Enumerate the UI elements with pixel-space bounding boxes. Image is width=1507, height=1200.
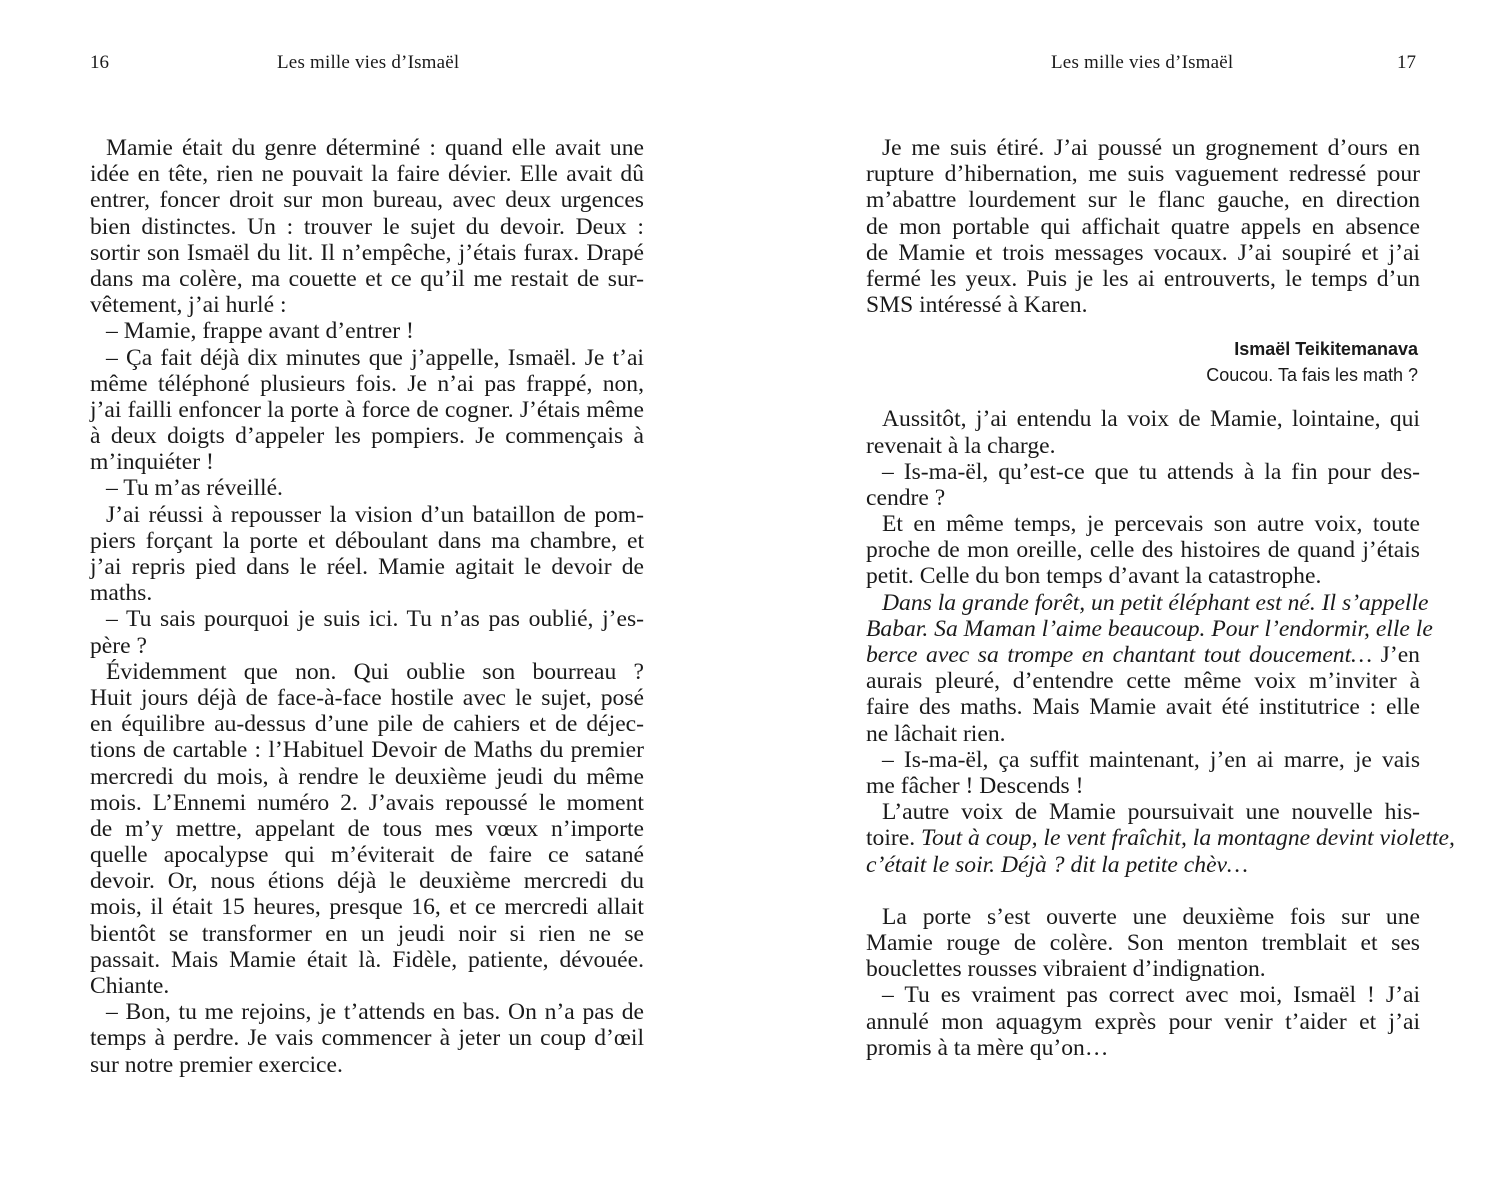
text-line: petit. Celle du bon temps d’avant la catastrophe.	[866, 563, 1322, 590]
text-line: fermé les yeux. Puis je les ai entrouverts, le temps d’un	[866, 265, 1420, 292]
dialogue-line: – Is-ma-ël, qu’est-ce que tu attends à la fin pour des-	[882, 458, 1420, 485]
text-line: j’ai failli enfoncer la porte à force de cogner. J’étais même	[90, 396, 644, 423]
text-line: à deux doigts d’appeler les pompiers. Je commençais à	[90, 423, 644, 450]
text-line: quelle apocalypse qui m’éviterait de faire ce satané	[90, 842, 644, 869]
italic-quote-fragment: berce avec sa trompe en chantant tout doucement…	[866, 642, 1373, 668]
text-line	[866, 825, 1455, 852]
text-line: rupture d’hibernation, me suis vaguement redressé pour	[866, 161, 1420, 188]
body-text	[90, 135, 644, 1078]
sms-sender: Ismaël Teikitemanava	[1234, 339, 1418, 360]
running-head: Les mille vies d’Ismaël	[1051, 52, 1234, 73]
text-line: passait. Mais Mamie était là. Fidèle, patiente, dévouée.	[90, 946, 644, 973]
text-line: promis à ta mère qu’on…	[866, 1034, 1109, 1061]
page-number: 17	[1397, 52, 1416, 73]
text-line: père ?	[90, 632, 147, 659]
dialogue-line: – Is-ma-ël, ça suffit maintenant, j’en ai marre, je vais	[882, 746, 1420, 773]
dialogue-line: – Tu sais pourquoi je suis ici. Tu n’as pas oublié, j’es-	[106, 606, 644, 633]
text-line: temps à perdre. Je vais commencer à jeter un coup d’œil	[90, 1025, 644, 1052]
text-line: j’ai repris pied dans le réel. Mamie agitait le devoir de	[90, 554, 644, 580]
dialogue-line: – Ça fait déjà dix minutes que j’appelle, Ismaël. Je t’ai	[106, 344, 644, 371]
text-line: entrer, foncer droit sur mon bureau, avec deux urgences	[90, 187, 644, 214]
text-line: Aussitôt, j’ai entendu la voix de Mamie, lointaine, qui	[882, 406, 1420, 433]
text-line	[866, 642, 1420, 668]
text-line: mercredi du mois, à rendre le deuxième jeudi du même	[90, 763, 644, 790]
body-text	[866, 135, 1455, 1061]
text-line: tions de cartable : l’Habituel Devoir de Maths du premier	[90, 737, 644, 764]
text-line: Chiante.	[90, 973, 170, 999]
text-line: Mamie rouge de colère. Son menton tremblait et ses	[866, 930, 1420, 957]
text-line: ne lâchait rien.	[866, 720, 1006, 747]
text-line: annulé mon aquagym exprès pour venir t’aider et j’ai	[866, 1008, 1420, 1035]
text-line: en équilibre au-dessus d’une pile de cahiers et de déjec-	[90, 711, 644, 738]
text-line: sur notre premier exercice.	[90, 1051, 343, 1078]
text-line: vêtement, j’ai hurlé :	[90, 292, 287, 319]
text-line: aurais pleuré, d’entendre cette même voix m’inviter à	[866, 668, 1420, 695]
text-line: mois, il était 15 heures, presque 16, et ce mercredi allait	[90, 894, 644, 921]
text-line: Évidemment que non. Qui oublie son bourreau ?	[106, 658, 644, 685]
text-line: La porte s’est ouverte une deuxième fois sur une	[882, 903, 1420, 930]
text-line: revenait à la charge.	[866, 432, 1056, 459]
sms-message	[866, 336, 1420, 388]
text-line: bouclettes rousses vibraient d’indignation.	[866, 956, 1266, 983]
dialogue-line: – Tu es vraiment pas correct avec moi, Ismaël ! J’ai	[882, 982, 1420, 1009]
italic-quote-line: Dans la grande forêt, un petit éléphant est né. Il s’appelle	[882, 589, 1429, 616]
page-number: 16	[90, 52, 109, 73]
text-line: piers forçant la porte et déboulant dans ma chambre, et	[90, 527, 644, 554]
text-line: L’autre voix de Mamie poursuivait une nouvelle his-	[882, 799, 1420, 826]
text-line: bientôt se transformer en un jeudi noir si rien ne se	[90, 920, 644, 947]
running-head: Les mille vies d’Ismaël	[277, 52, 460, 73]
text-line: m’inquiéter !	[90, 449, 214, 476]
italic-quote-fragment: Tout à coup, le vent fraîchit, la montagne devint violette,	[921, 825, 1455, 852]
text-line: Mamie était du genre déterminé : quand elle avait une	[106, 135, 644, 161]
text-line: SMS intéressé à Karen.	[866, 292, 1088, 319]
text-line: devoir. Or, nous étions déjà le deuxième mercredi du	[90, 868, 644, 895]
dialogue-line: – Tu m’as réveillé.	[106, 475, 283, 502]
text-fragment: J’en	[1372, 642, 1420, 668]
left-page	[0, 0, 753, 1200]
text-line: dans ma colère, ma couette et ce qu’il me restait de sur-	[90, 265, 644, 292]
text-line: Huit jours déjà de face-à-face hostile avec le sujet, posé	[90, 684, 644, 711]
italic-quote-line: c’était le soir. Déjà ? dit la petite chèv…	[866, 851, 1248, 878]
text-line: Je me suis étiré. J’ai poussé un grognement d’ours en	[882, 135, 1420, 161]
text-line: cendre ?	[866, 484, 946, 511]
dialogue-line: – Bon, tu me rejoins, je t’attends en bas. On n’a pas de	[106, 999, 644, 1026]
text-line: de Mamie et trois messages vocaux. J’ai soupiré et j’ai	[866, 239, 1420, 266]
text-line: J’ai réussi à repousser la vision d’un bataillon de pom-	[106, 501, 644, 528]
sms-body: Coucou. Ta fais les math ?	[1206, 365, 1418, 386]
text-line: me fâcher ! Descends !	[866, 772, 1084, 799]
text-line: de m’y mettre, appelant de tous mes vœux n’importe	[90, 815, 644, 842]
text-line: bien distinctes. Un : trouver le sujet du devoir. Deux :	[90, 213, 644, 240]
text-line: proche de mon oreille, celle des histoires de quand j’étais	[866, 537, 1420, 564]
right-page	[754, 0, 1507, 1200]
text-line: faire des maths. Mais Mamie avait été institutrice : elle	[866, 694, 1420, 721]
dialogue-line: – Mamie, frappe avant d’entrer !	[106, 318, 414, 345]
text-line: sortir son Ismaël du lit. Il n’empêche, j’étais furax. Drapé	[90, 239, 644, 266]
text-line: m’abattre lourdement sur le flanc gauche, en direction	[866, 187, 1420, 214]
text-line: même téléphoné plusieurs fois. Je n’ai pas frappé, non,	[90, 370, 644, 397]
text-line: de mon portable qui affichait quatre appels en absence	[866, 213, 1420, 240]
italic-quote-line: Babar. Sa Maman l’aime beaucoup. Pour l’endormir, elle le	[866, 615, 1433, 642]
text-fragment: toire.	[866, 825, 922, 852]
text-line: idée en tête, rien ne pouvait la faire dévier. Elle avait dû	[90, 161, 644, 188]
text-line: maths.	[90, 580, 153, 607]
text-line: Et en même temps, je percevais son autre voix, toute	[882, 511, 1420, 538]
text-line: mois. L’Ennemi numéro 2. J’avais repoussé le moment	[90, 789, 644, 816]
